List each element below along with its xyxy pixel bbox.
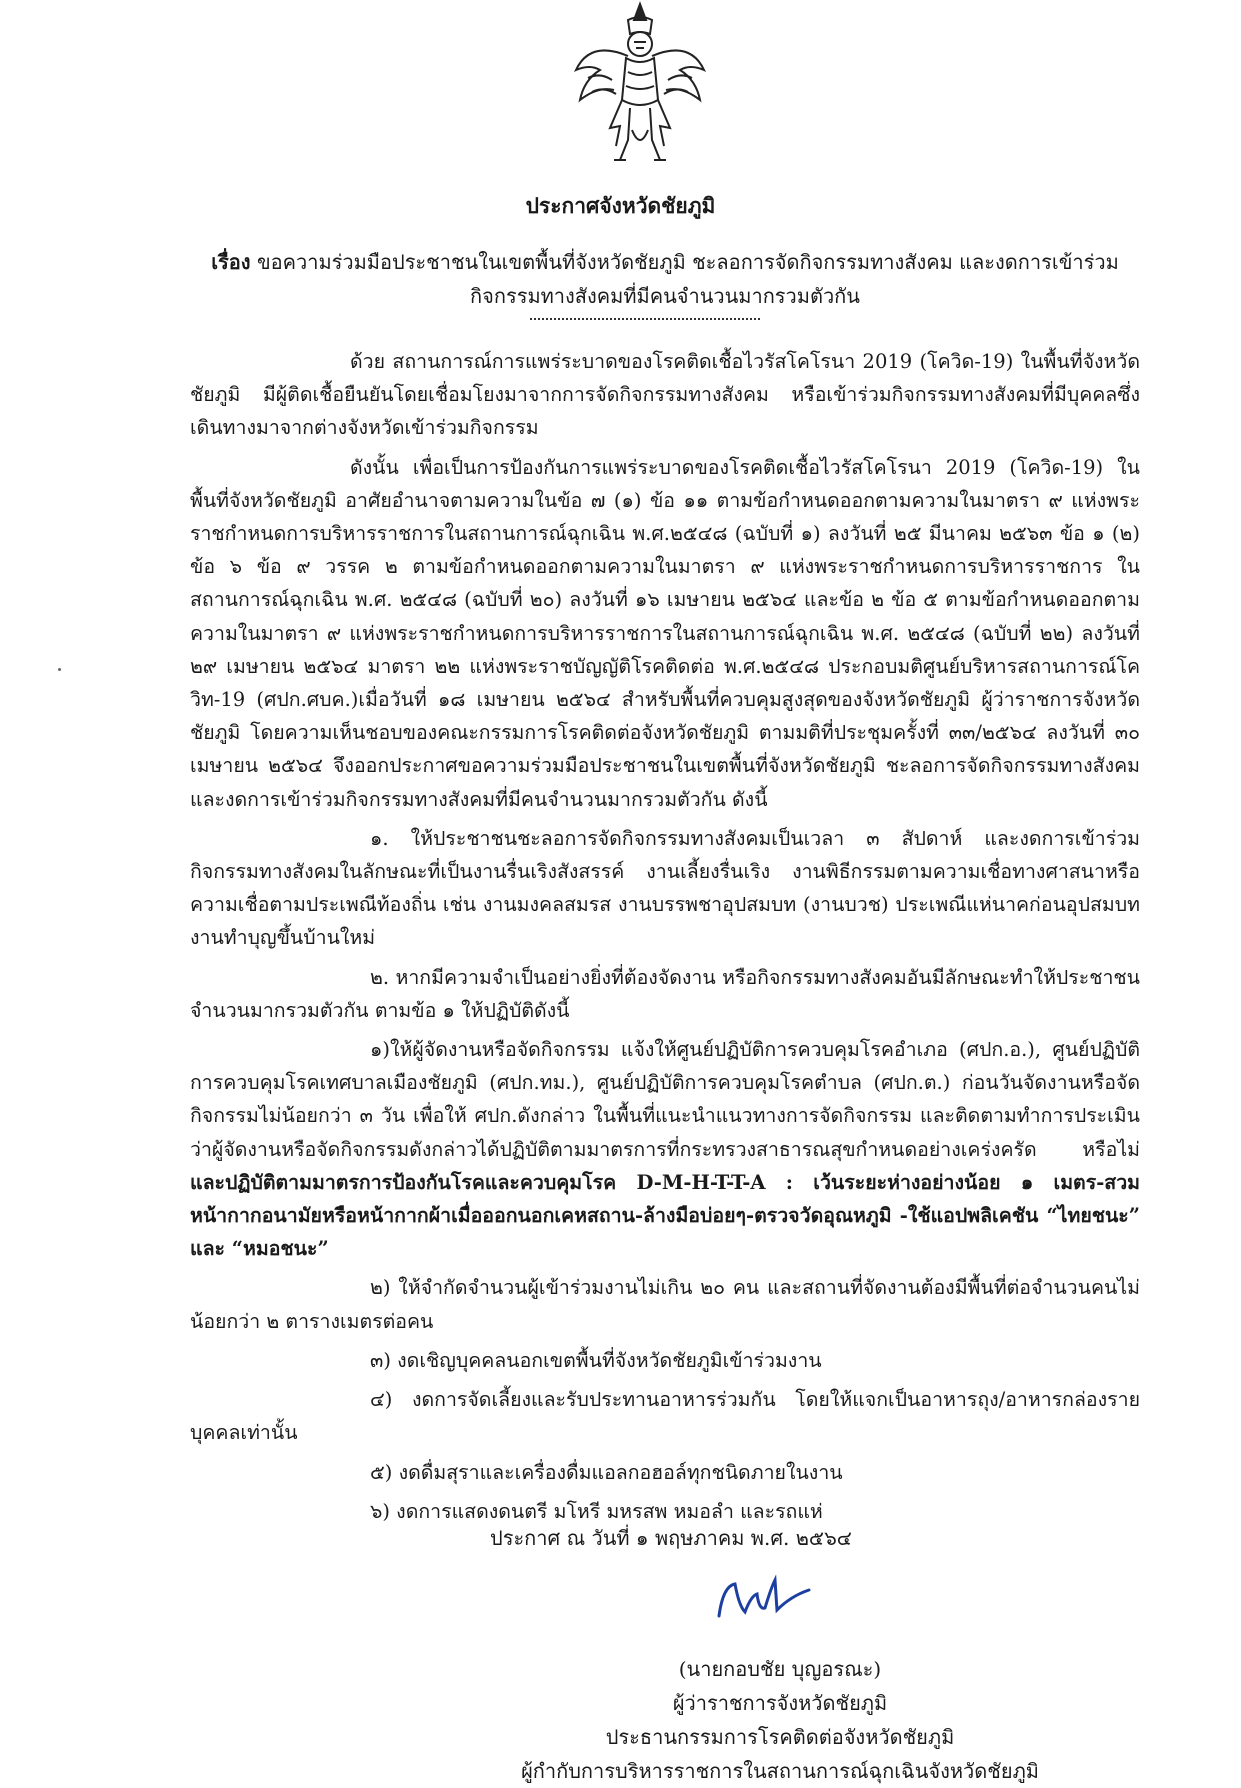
subject-line <box>190 245 1140 313</box>
paragraph-background: ด้วย สถานการณ์การแพร่ระบาดของโรคติดเชื้อไวรัสโคโรนา 2019 (โควิด-19) ในพื้นที่จังหวัดชัยภูมิ มีผู้ติดเชื้อยืนยันโดยเชื่อมโยงมาจากการจัดกิจกรรมทางสังคม หรือเข้าร่วมกิจกรรมทางสังคมที่มีบุคคลซึ่งเดินทางมาจากต่างจังหวัดเข้าร่วมกิจกรรม <box>190 350 1140 440</box>
item-2: ๒. หากมีความจำเป็นอย่างยิ่งที่ต้องจัดงาน หรือกิจกรรมทางสังคมอันมีลักษณะทำให้ประชาชนจำนวนมากรวมตัวกัน ตามข้อ ๑ ให้ปฏิบัติดังนี้ <box>190 965 1140 1022</box>
announcement-body <box>190 345 1140 1534</box>
sub-item-1 <box>190 1033 1140 1265</box>
item-1: ๑. ให้ประชาชนชะลอการจัดกิจกรรมทางสังคมเป็นเวลา ๓ สัปดาห์ และงดการเข้าร่วมกิจกรรมทางสังคมในลักษณะที่เป็นงานรื่นเริงสังสรรค์ งานเลี้ยงรื่นเริง งานพิธีกรรมตามความเชื่อทางศาสนาหรือความเชื่อตามประเพณีท้องถิ่น เช่น งานมงคลสมรส งานบรรพชาอุปสมบท (งานบวช) ประเพณีแห่นาคก่อนอุปสมบท งานทำบุญขึ้นบ้านใหม่ <box>190 826 1140 950</box>
signer-position-governor: ผู้ว่าราชการจังหวัดชัยภูมิ <box>672 1691 888 1715</box>
dotted-divider <box>530 318 760 320</box>
subject-text: ขอความร่วมมือประชาชนในเขตพื้นที่จังหวัดชัยภูมิ ชะลอการจัดกิจกรรมทางสังคม และงดการเข้าร่วม กิจกรรมทางสังคมที่มีคนจำนวนมากรวมตัวกัน <box>256 250 1119 308</box>
subject-label: เรื่อง <box>211 250 251 274</box>
sub-item-3: ๓) งดเชิญบุคคลนอกเขตพื้นที่จังหวัดชัยภูมิเข้าร่วมงาน <box>370 1348 822 1372</box>
signature-icon <box>705 1566 825 1626</box>
sub-item-4: ๔) งดการจัดเลี้ยงและรับประทานอาหารร่วมกัน โดยให้แจกเป็นอาหารถุง/อาหารกล่องรายบุคคลเท่านั้น <box>190 1388 1140 1445</box>
signer-block <box>500 1652 1060 1788</box>
signer-position-committee: ประธานกรรมการโรคติดต่อจังหวัดชัยภูมิ <box>605 1725 955 1749</box>
paragraph-authority: ดังนั้น เพื่อเป็นการป้องกันการแพร่ระบาดของโรคติดเชื้อไวรัสโคโรนา 2019 (โควิด-19) ในพื้นที่จังหวัดชัยภูมิ อาศัยอำนาจตามความในข้อ ๗ (๑) ข้อ ๑๑ ตามข้อกำหนดออกตามความในมาตรา ๙ แห่งพระราชกำหนดการบริหารราชการในสถานการณ์ฉุกเฉิน พ.ศ.๒๕๔๘ (ฉบับที่ ๑) ลงวันที่ ๒๕ มีนาคม ๒๕๖๓ ข้อ ๑ (๒) ข้อ ๖ ข้อ ๙ วรรค ๒ ตามข้อกำหนดออกตามความในมาตรา ๙ แห่งพระราชกำหนดการบริหารราชการ ในสถานการณ์ฉุกเฉิน พ.ศ. ๒๕๔๘ (ฉบับที่ ๒๐) ลงวันที่ ๑๖ เมษายน ๒๕๖๔ และข้อ ๒ ข้อ ๕ ตามข้อกำหนดออกตามความในมาตรา ๙ แห่งพระราชกำหนดการบริหารราชการในสถานการณ์ฉุกเฉิน พ.ศ. ๒๕๔๘ (ฉบับที่ ๒๒) ลงวันที่ ๒๙ เมษายน ๒๕๖๔ มาตรา ๒๒ แห่งพระราชบัญญัติโรคติดต่อ พ.ศ.๒๕๔๘ ประกอบมติศูนย์บริหารสถานการณ์โควิท-19 (ศปก.ศบค.)เมื่อวันที่ ๑๘ เมษายน ๒๕๖๔ สำหรับพื้นที่ควบคุมสูงสุดของจังหวัดชัยภูมิ ผู้ว่าราชการจังหวัดชัยภูมิ โดยความเห็นชอบของคณะกรรมการโรคติดต่อจังหวัดชัยภูมิ ตามมติที่ประชุมครั้งที่ ๓๓/๒๕๖๔ ลงวันที่ ๓๐ เมษายน ๒๕๖๔ จึงออกประกาศขอความร่วมมือประชาชนในเขตพื้นที่จังหวัดชัยภูมิ ชะลอการจัดกิจกรรมทางสังคม และงดการเข้าร่วมกิจกรรมทางสังคมที่มีคนจำนวนมากรวมตัวกัน ดังนี้ <box>190 455 1140 811</box>
scan-speck <box>58 668 61 671</box>
announcement-date: ประกาศ ณ วันที่ ๑ พฤษภาคม พ.ศ. ๒๕๖๔ <box>490 1526 852 1550</box>
garuda-emblem-icon <box>570 0 710 168</box>
sub-item-2: ๒) ให้จำกัดจำนวนผู้เข้าร่วมงานไม่เกิน ๒๐ คน และสถานที่จัดงานต้องมีพื้นที่ต่อจำนวนคนไม่น้อยกว่า ๒ ตารางเมตรต่อคน <box>190 1276 1140 1333</box>
signer-name: (นายกอบชัย บุญอรณะ) <box>678 1657 882 1681</box>
sub-item-6: ๖) งดการแสดงดนตรี มโหรี มหรสพ หมอลำ และรถแห่ <box>370 1499 823 1523</box>
signer-position-emergency: ผู้กำกับการบริหารราชการในสถานการณ์ฉุกเฉินจังหวัดชัยภูมิ <box>521 1759 1039 1783</box>
sub-item-5: ๕) งดดื่มสุราและเครื่องดื่มแอลกอฮอล์ทุกชนิดภายในงาน <box>370 1460 843 1484</box>
announcement-title: ประกาศจังหวัดชัยภูมิ <box>525 193 716 218</box>
sub-item-1-measures: และปฏิบัติตามมาตรการป้องกันโรคและควบคุมโรค D-M-H-T-T-A : เว้นระยะห่างอย่างน้อย ๑ เมตร-สวมหน้ากากอนามัยหรือหน้ากากผ้าเมื่อออกนอกเคหสถาน-ล้างมือบ่อยๆ-ตรวจวัดอุณหภูมิ -ใช้แอปพลิเคชัน “ไทยชนะ” และ “หมอชนะ” <box>190 1170 1140 1261</box>
sub-item-1-text: ๑)ให้ผู้จัดงานหรือจัดกิจกรรม แจ้งให้ศูนย์ปฏิบัติการควบคุมโรคอำเภอ (ศปก.อ.), ศูนย์ปฏิบัติการควบคุมโรคเทศบาลเมืองชัยภูมิ (ศปก.ทม.), ศูนย์ปฏิบัติการควบคุมโรคตำบล (ศปก.ต.) ก่อนวันจัดงานหรือจัดกิจกรรมไม่น้อยกว่า ๓ วัน เพื่อให้ ศปก.ดังกล่าว ในพื้นที่แนะนำแนวทางการจัดกิจกรรม และติดตามทำการประเมินว่าผู้จัดงานหรือจัดกิจกรรมดังกล่าวได้ปฏิบัติตามมาตรการที่กระทรวงสาธารณสุขกำหนดอย่างเคร่งครัด หรือไม่ <box>190 1038 1140 1161</box>
